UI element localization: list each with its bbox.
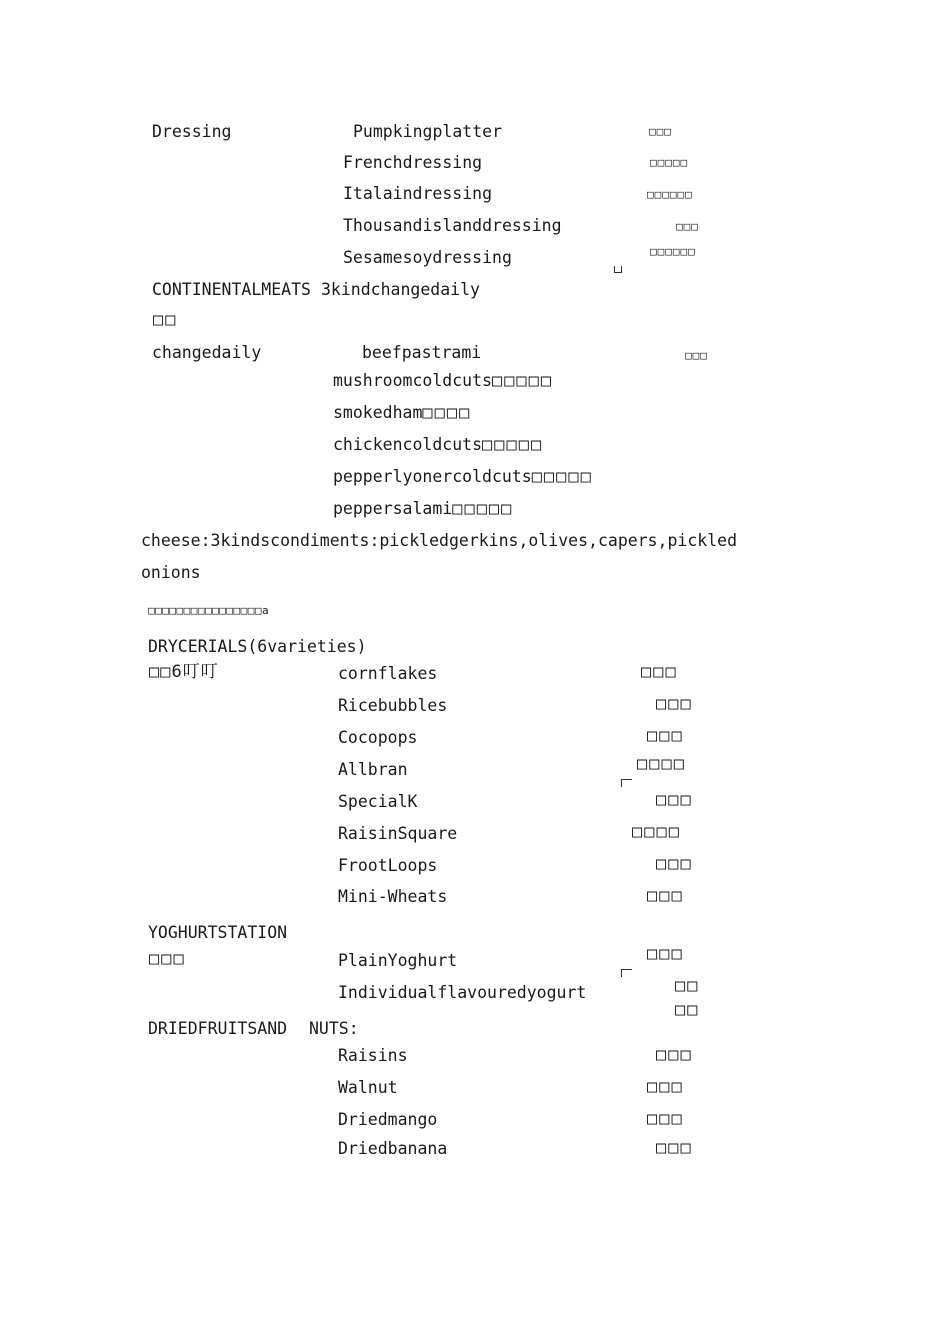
meats-item-row xyxy=(333,437,543,454)
cereal-item-name: RaisinSquare xyxy=(338,824,458,843)
dried-item-name: Walnut xyxy=(338,1078,398,1097)
cheese-line-cont: onions xyxy=(141,563,201,582)
dressing-item-name: Thousandislanddressing xyxy=(343,216,562,235)
meats-item-name: smokedham xyxy=(333,403,423,422)
dressing-item-cn: □□□ xyxy=(676,220,699,233)
cereal-item-name: Allbran xyxy=(338,760,408,779)
dried-item-name: Raisins xyxy=(338,1046,408,1065)
meats-item-row xyxy=(333,501,513,518)
stray-mark xyxy=(614,266,622,273)
stray-mark xyxy=(621,779,632,787)
cereal-item-name: FrootLoops xyxy=(338,856,438,875)
dried-item-cn: □□□ xyxy=(647,1109,684,1129)
cereal-item-cn: □□□ xyxy=(656,854,693,874)
cereal-item-name: cornflakes xyxy=(338,664,438,683)
cereal-item-cn: □□□ xyxy=(656,694,693,714)
cereal-item-name: Cocopops xyxy=(338,728,418,747)
cereals-cn-heading: □□6叮叮 xyxy=(149,662,219,682)
yoghurt-heading: YOGHURTSTATION xyxy=(148,923,288,942)
cereals-heading: DRYCERIALS(6varieties) xyxy=(148,637,367,656)
meats-item-cn: □□□□ xyxy=(422,403,472,423)
cereal-item-cn: □□□ xyxy=(641,662,678,682)
meats-cn-heading: □□ xyxy=(153,310,178,330)
meats-subheading: 3kindchangedaily xyxy=(321,280,480,299)
dressing-item-name: Sesamesoydressing xyxy=(343,248,512,267)
yoghurt-item-cn: □□ xyxy=(675,976,700,996)
cereal-item-cn: □□□□ xyxy=(637,754,686,774)
dried-item-cn: □□□ xyxy=(647,1077,684,1097)
meats-item-row xyxy=(333,405,471,422)
meats-item-name: pepperlyonercoldcuts xyxy=(333,467,532,486)
dressing-item-name: Italaindressing xyxy=(343,184,493,203)
dried-heading-cont: NUTS: xyxy=(309,1019,359,1038)
cereal-item-cn: □□□ xyxy=(656,790,693,810)
cereal-item-cn: □□□ xyxy=(647,886,684,906)
dressing-item-cn: □□□ xyxy=(649,125,672,138)
dried-item-name: Driedbanana xyxy=(338,1139,448,1158)
cheese-line: cheese:3kindscondiments:pickledgerkins,olives,capers,pickled xyxy=(141,531,738,550)
dried-item-cn: □□□ xyxy=(656,1045,693,1065)
dressing-item-name: Pumpkingplatter xyxy=(353,122,503,141)
yoghurt-cn-heading: □□□ xyxy=(149,949,186,969)
meats-item-cn: □□□□□ xyxy=(491,371,554,391)
meats-heading: CONTINENTALMEATS xyxy=(152,280,311,299)
cereal-item-name: SpecialK xyxy=(338,792,418,811)
cereal-item-name: Mini-Wheats xyxy=(338,887,448,906)
dressing-item-cn: □□□□□ xyxy=(650,156,689,169)
dried-item-name: Driedmango xyxy=(338,1110,438,1129)
meats-item-cn: □□□□□ xyxy=(482,435,544,455)
yoghurt-item-name: PlainYoghurt xyxy=(338,951,458,970)
dressing-heading: Dressing xyxy=(152,122,232,141)
dried-item-cn: □□□ xyxy=(656,1138,693,1158)
meats-item-name: chickencoldcuts xyxy=(333,435,483,454)
dressing-item-cn: □□□□□□ xyxy=(650,245,696,258)
yoghurt-item-cn: □□□ xyxy=(647,944,684,964)
meats-item-row xyxy=(333,469,593,486)
meats-item-cn: □□□ xyxy=(685,349,708,362)
meats-sub-label: changedaily xyxy=(152,343,262,362)
meats-item-name: peppersalami xyxy=(333,499,453,518)
cereal-item-name: Ricebubbles xyxy=(338,696,448,715)
cereal-item-cn: □□□□ xyxy=(632,822,681,842)
dressing-item-cn: □□□□□□ xyxy=(647,188,693,201)
stray-mark xyxy=(621,969,632,977)
yoghurt-item-cn-clipped: □□ xyxy=(675,1000,700,1020)
meats-item-cn: □□□□□ xyxy=(452,499,514,519)
meats-item-name: mushroomcoldcuts xyxy=(333,371,492,390)
meats-item-name: beefpastrami xyxy=(362,343,482,362)
yoghurt-item-name: Individualflavouredyogurt xyxy=(338,983,587,1002)
cheese-cn-line: □□□□□□□□□□□□□□□□a xyxy=(148,604,270,617)
dressing-item-name: Frenchdressing xyxy=(343,153,483,172)
meats-item-row xyxy=(333,373,553,390)
meats-item-cn: □□□□□ xyxy=(531,467,593,487)
cereal-item-cn: □□□ xyxy=(647,726,684,746)
dried-heading: DRIEDFRUITSAND xyxy=(148,1019,288,1038)
